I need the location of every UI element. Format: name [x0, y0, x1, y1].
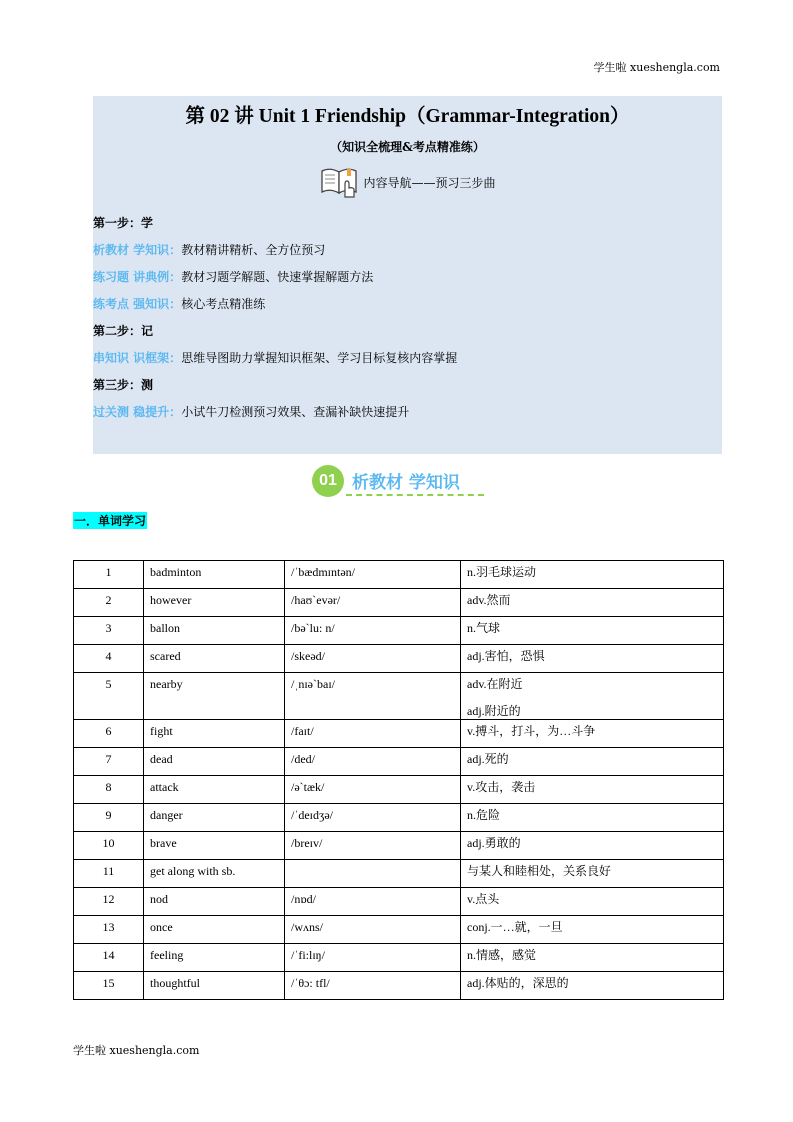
word-cell: badminton — [144, 561, 285, 589]
meaning-text: n.情感，感觉 — [467, 948, 537, 962]
step-heading: 第二步：记 — [93, 324, 154, 338]
nav-label: 内容导航——预习三步曲 — [363, 176, 496, 190]
meaning-cell — [461, 720, 724, 748]
table-row — [74, 561, 724, 589]
section-underline — [346, 494, 484, 496]
phonetic-cell: /skeəd/ — [285, 645, 461, 673]
step-item-text: 小试牛刀检测预习效果、查漏补缺快速提升 — [181, 405, 410, 419]
phonetic-cell: /ˈfi:lɪŋ/ — [285, 944, 461, 972]
phonetic-cell: /ˈθɔ: tfl/ — [285, 972, 461, 1000]
table-row — [74, 944, 724, 972]
word-cell: nod — [144, 888, 285, 916]
word-cell: danger — [144, 804, 285, 832]
word-cell: fight — [144, 720, 285, 748]
meaning-text: v.点头 — [467, 892, 500, 906]
site-footer: 学生啦 xueshengla.com — [73, 1044, 200, 1057]
meaning-text: n.危险 — [467, 808, 501, 822]
section-title: 析教材 学知识 — [352, 473, 460, 493]
phonetic-cell — [285, 860, 461, 888]
word-cell: feeling — [144, 944, 285, 972]
meaning-cell — [461, 804, 724, 832]
meaning-cell — [461, 860, 724, 888]
table-row — [74, 720, 724, 748]
row-number: 12 — [74, 888, 144, 916]
page-title: 第 02 讲 Unit 1 Friendship（Grammar-Integration） — [185, 106, 630, 127]
step-item — [93, 349, 457, 366]
table-row — [74, 748, 724, 776]
step-item-label: 析教材 学知识： — [93, 243, 182, 257]
meaning-text: n.气球 — [467, 621, 501, 635]
row-number: 10 — [74, 832, 144, 860]
table-row — [74, 617, 724, 645]
step-item-text: 核心考点精准练 — [181, 297, 266, 311]
phonetic-cell: /wʌns/ — [285, 916, 461, 944]
step-item — [93, 241, 325, 258]
table-row — [74, 832, 724, 860]
word-cell: get along with sb. — [144, 860, 285, 888]
meaning-text: 与某人和睦相处，关系良好 — [467, 864, 612, 878]
meaning-cell — [461, 832, 724, 860]
vocab-table — [73, 560, 724, 1000]
meaning-text: v.攻击，袭击 — [467, 780, 536, 794]
step-item — [93, 403, 409, 420]
meaning-text: adj.害怕，恐惧 — [467, 649, 545, 663]
row-number: 9 — [74, 804, 144, 832]
word-cell: brave — [144, 832, 285, 860]
row-number: 8 — [74, 776, 144, 804]
row-number: 4 — [74, 645, 144, 673]
phonetic-cell: /breɪv/ — [285, 832, 461, 860]
row-number: 3 — [74, 617, 144, 645]
content-nav — [93, 166, 722, 201]
meaning-cell — [461, 645, 724, 673]
row-number: 2 — [74, 589, 144, 617]
step-item — [93, 268, 373, 285]
page-subtitle: （知识全梳理&考点精准练） — [330, 140, 485, 154]
row-number: 7 — [74, 748, 144, 776]
phonetic-cell: /nɒd/ — [285, 888, 461, 916]
table-row — [74, 860, 724, 888]
phonetic-cell: /faɪt/ — [285, 720, 461, 748]
row-number: 6 — [74, 720, 144, 748]
row-number: 1 — [74, 561, 144, 589]
section-badge — [312, 463, 484, 497]
site-header: 学生啦 xueshengla.com — [593, 61, 720, 74]
table-row — [74, 589, 724, 617]
step-item-label: 练考点 强知识： — [93, 297, 182, 311]
meaning-text: adj.附近的 — [467, 704, 521, 718]
row-number: 14 — [74, 944, 144, 972]
meaning-text: conj.一…就，一旦 — [467, 920, 563, 934]
word-cell: thoughtful — [144, 972, 285, 1000]
phonetic-cell: /haʊˋevər/ — [285, 589, 461, 617]
phonetic-cell: /ded/ — [285, 748, 461, 776]
step-item-text: 教材精讲精析、全方位预习 — [181, 243, 326, 257]
word-cell: scared — [144, 645, 285, 673]
book-hand-icon — [319, 166, 361, 201]
meaning-cell — [461, 561, 724, 589]
row-number: 13 — [74, 916, 144, 944]
meaning-text: n.羽毛球运动 — [467, 565, 537, 579]
meaning-cell — [461, 748, 724, 776]
table-row — [74, 916, 724, 944]
table-row — [74, 888, 724, 916]
phonetic-cell: /bəˋlu: n/ — [285, 617, 461, 645]
word-cell: nearby — [144, 673, 285, 720]
word-cell: once — [144, 916, 285, 944]
step-item-text: 教材习题学解题、快速掌握解题方法 — [181, 270, 374, 284]
meaning-cell — [461, 673, 724, 720]
step-heading: 第一步：学 — [93, 216, 154, 230]
step-item-label: 练习题 讲典例： — [93, 270, 182, 284]
meaning-cell — [461, 916, 724, 944]
meaning-cell — [461, 944, 724, 972]
table-row — [74, 673, 724, 720]
row-number: 11 — [74, 860, 144, 888]
step-item-label: 过关测 稳提升： — [93, 405, 182, 419]
phonetic-cell: /ˈdeɪdʒə/ — [285, 804, 461, 832]
meaning-cell — [461, 888, 724, 916]
meaning-text: adj.勇敢的 — [467, 836, 521, 850]
row-number: 5 — [74, 673, 144, 720]
word-cell: however — [144, 589, 285, 617]
meaning-text: adv.在附近 — [467, 677, 523, 691]
word-cell: dead — [144, 748, 285, 776]
meaning-cell — [461, 617, 724, 645]
word-cell: ballon — [144, 617, 285, 645]
meaning-cell — [461, 776, 724, 804]
step-item-text: 思维导图助力掌握知识框架、学习目标复核内容掌握 — [181, 351, 458, 365]
meaning-cell — [461, 589, 724, 617]
step-item — [93, 295, 265, 312]
meaning-text: adj.死的 — [467, 752, 509, 766]
table-row — [74, 776, 724, 804]
table-row — [74, 804, 724, 832]
phonetic-cell: /ˌnɪəˋbaɪ/ — [285, 673, 461, 720]
word-cell: attack — [144, 776, 285, 804]
table-row — [74, 972, 724, 1000]
section-number: 01 — [312, 465, 344, 497]
row-number: 15 — [74, 972, 144, 1000]
meaning-text: v.搏斗，打斗，为…斗争 — [467, 724, 596, 738]
meaning-cell — [461, 972, 724, 1000]
step-heading: 第三步：测 — [93, 378, 154, 392]
step-item-label: 串知识 识框架： — [93, 351, 182, 365]
phonetic-cell: /əˋtæk/ — [285, 776, 461, 804]
table-row — [74, 645, 724, 673]
meaning-text: adv.然而 — [467, 593, 511, 607]
intro-box — [93, 96, 722, 454]
vocab-heading: 一．单词学习 — [74, 514, 147, 528]
phonetic-cell: /ˈbædmɪntən/ — [285, 561, 461, 589]
meaning-text: adj.体贴的，深思的 — [467, 976, 569, 990]
